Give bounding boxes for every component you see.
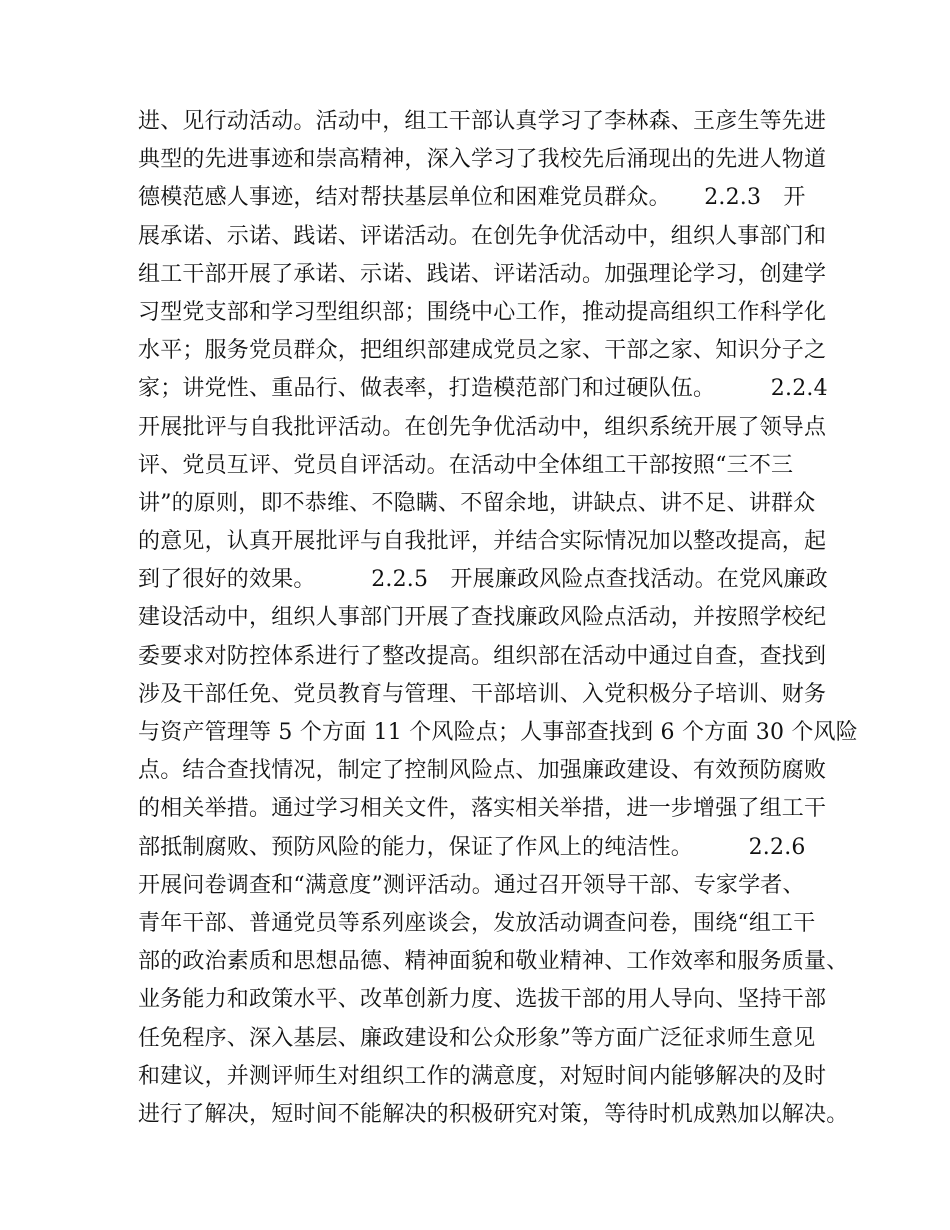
text-line: 点。结合查找情况，制定了控制风险点、加强廉政建设、有效预防腐败 (138, 758, 827, 784)
text-line: 德模范感人事迹，结对帮扶基层单位和困难党员群众。 2.2.3 开 (138, 185, 806, 211)
text-line: 部抵制腐败、预防风险的能力，保证了作风上的纯洁性。 2.2.6 (138, 834, 806, 860)
text-line: 建设活动中，组织人事部门开展了查找廉政风险点活动，并按照学校纪 (138, 605, 827, 631)
text-line: 进、见行动活动。活动中，组工干部认真学习了李林森、王彦生等先进 (138, 109, 827, 134)
text-line: 涉及干部任免、党员教育与管理、干部培训、入党积极分子培训、财务 (138, 681, 827, 707)
text-line: 业务能力和政策水平、改革创新力度、选拔干部的用人导向、坚持干部 (138, 987, 827, 1013)
text-line: 任免程序、深入基层、廉政建设和公众形象”等方面广泛征求师生意见 (138, 1025, 816, 1051)
text-line: 的意见，认真开展批评与自我批评，并结合实际情况加以整改提高，起 (138, 529, 827, 555)
text-line: 展承诺、示诺、践诺、评诺活动。在创先争优活动中，组织人事部门和 (138, 223, 827, 249)
text-line: 与资产管理等 5 个方面 11 个风险点；人事部查找到 6 个方面 30 个风险 (138, 720, 858, 745)
text-line: 典型的先进事迹和崇高精神，深入学习了我校先后涌现出的先进人物道 (138, 147, 827, 173)
text-line: 家；讲党性、重品行、做表率，打造模范部门和过硬队伍。 2.2.4 (138, 376, 828, 402)
text-line: 水平；服务党员群众，把组织部建成党员之家、干部之家、知识分子之 (138, 338, 827, 364)
text-line: 组工干部开展了承诺、示诺、践诺、评诺活动。加强理论学习，创建学 (138, 261, 827, 287)
text-line: 委要求对防控体系进行了整改提高。组织部在活动中通过自查，查找到 (138, 643, 827, 669)
text-line: 进行了解决，短时间不能解决的积极研究对策，等待时机成熟加以解决。 (138, 1101, 849, 1127)
text-line: 评、党员互评、党员自评活动。在活动中全体组工干部按照“三不三 (138, 452, 794, 478)
text-line: 部的政治素质和思想品德、精神面貌和敬业精神、工作效率和服务质量、 (138, 949, 849, 975)
text-line: 开展批评与自我批评活动。在创先争优活动中，组织系统开展了领导点 (138, 414, 827, 440)
text-line: 开展问卷调查和“满意度”测评活动。通过召开领导干部、专家学者、 (138, 872, 805, 898)
text-line: 习型党支部和学习型组织部；围绕中心工作，推动提高组织工作科学化 (138, 299, 827, 325)
text-line: 到了很好的效果。 2.2.5 开展廉政风险点查找活动。在党风廉政 (138, 567, 828, 593)
body-text (138, 103, 858, 1134)
text-line: 讲”的原则，即不恭维、不隐瞒、不留余地，讲缺点、讲不足、讲群众 (138, 490, 816, 516)
text-line: 青年干部、普通党员等系列座谈会，发放活动调查问卷，围绕“组工干 (138, 910, 816, 936)
text-line: 的相关举措。通过学习相关文件，落实相关举措，进一步增强了组工干 (138, 796, 827, 822)
text-line: 和建议，并测评师生对组织工作的满意度，对短时间内能够解决的及时 (138, 1063, 827, 1089)
